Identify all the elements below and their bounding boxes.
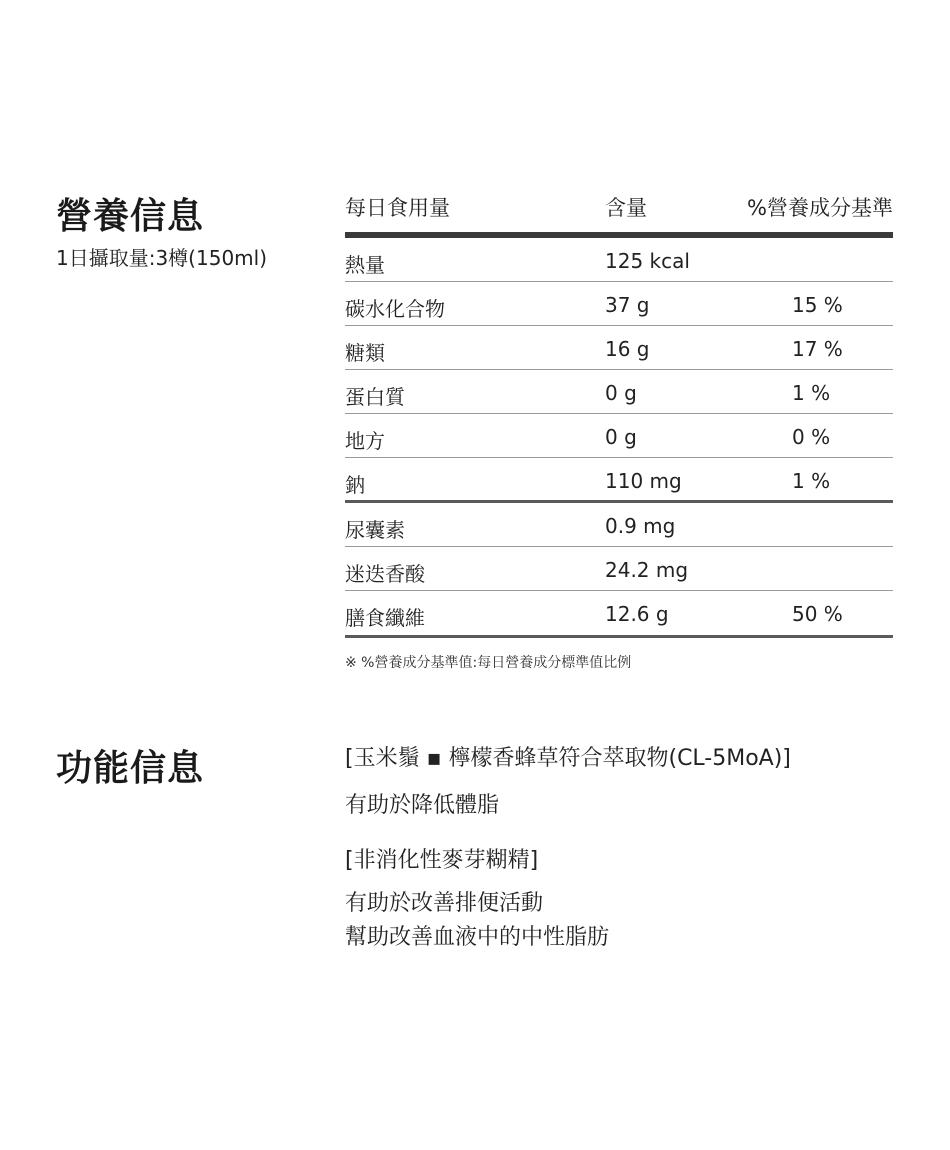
header-daily-value: %營養成分基準	[747, 196, 893, 220]
effect-2b: 幫助改善血液中的中性脂肪	[345, 925, 610, 950]
row-amount: 24.2 mg	[605, 558, 689, 582]
table-row	[345, 326, 893, 370]
nutrition-table	[345, 186, 893, 638]
row-name: 地方	[345, 429, 385, 453]
table-row	[345, 370, 893, 414]
ingredient-1: [玉米鬚 ▪ 檸檬香蜂草符合萃取物(CL-5MoA)]	[345, 746, 791, 771]
row-name: 迷迭香酸	[345, 562, 425, 586]
row-name: 碳水化合物	[345, 297, 445, 321]
nutrition-title: 營養信息	[56, 196, 205, 237]
row-dv: 1 %	[792, 381, 831, 405]
table-row	[345, 458, 893, 503]
row-amount: 37 g	[605, 293, 650, 317]
row-name: 膳食纖維	[345, 606, 425, 630]
table-row	[345, 503, 893, 547]
footnote: ※ %營養成分基準值:每日營養成分標準值比例	[345, 655, 632, 671]
row-name: 糖類	[345, 341, 385, 365]
row-amount: 0 g	[605, 425, 637, 449]
row-name: 熱量	[345, 253, 385, 277]
effect-1: 有助於降低體脂	[345, 793, 500, 818]
table-row	[345, 547, 893, 591]
row-name: 尿囊素	[345, 518, 405, 542]
row-dv: 0 %	[792, 425, 831, 449]
serving-size: 1日攝取量:3樽(150ml)	[56, 246, 268, 270]
row-dv: 17 %	[792, 337, 843, 361]
row-amount: 110 mg	[605, 469, 682, 493]
table-row	[345, 282, 893, 326]
row-dv: 15 %	[792, 293, 843, 317]
row-amount: 125 kcal	[605, 249, 690, 273]
row-dv: 50 %	[792, 602, 843, 626]
header-item: 每日食用量	[345, 196, 450, 220]
table-row	[345, 238, 893, 282]
table-row	[345, 414, 893, 458]
row-amount: 16 g	[605, 337, 650, 361]
row-dv: 1 %	[792, 469, 831, 493]
ingredient-2: [非消化性麥芽糊精]	[345, 848, 539, 873]
row-name: 蛋白質	[345, 385, 405, 409]
effect-2a: 有助於改善排便活動	[345, 891, 544, 916]
row-name: 鈉	[345, 473, 365, 497]
row-amount: 0 g	[605, 381, 637, 405]
header-amount: 含量	[605, 196, 647, 220]
table-row	[345, 591, 893, 638]
table-header	[345, 186, 893, 238]
row-amount: 12.6 g	[605, 602, 669, 626]
function-title: 功能信息	[56, 748, 205, 789]
row-amount: 0.9 mg	[605, 514, 676, 538]
